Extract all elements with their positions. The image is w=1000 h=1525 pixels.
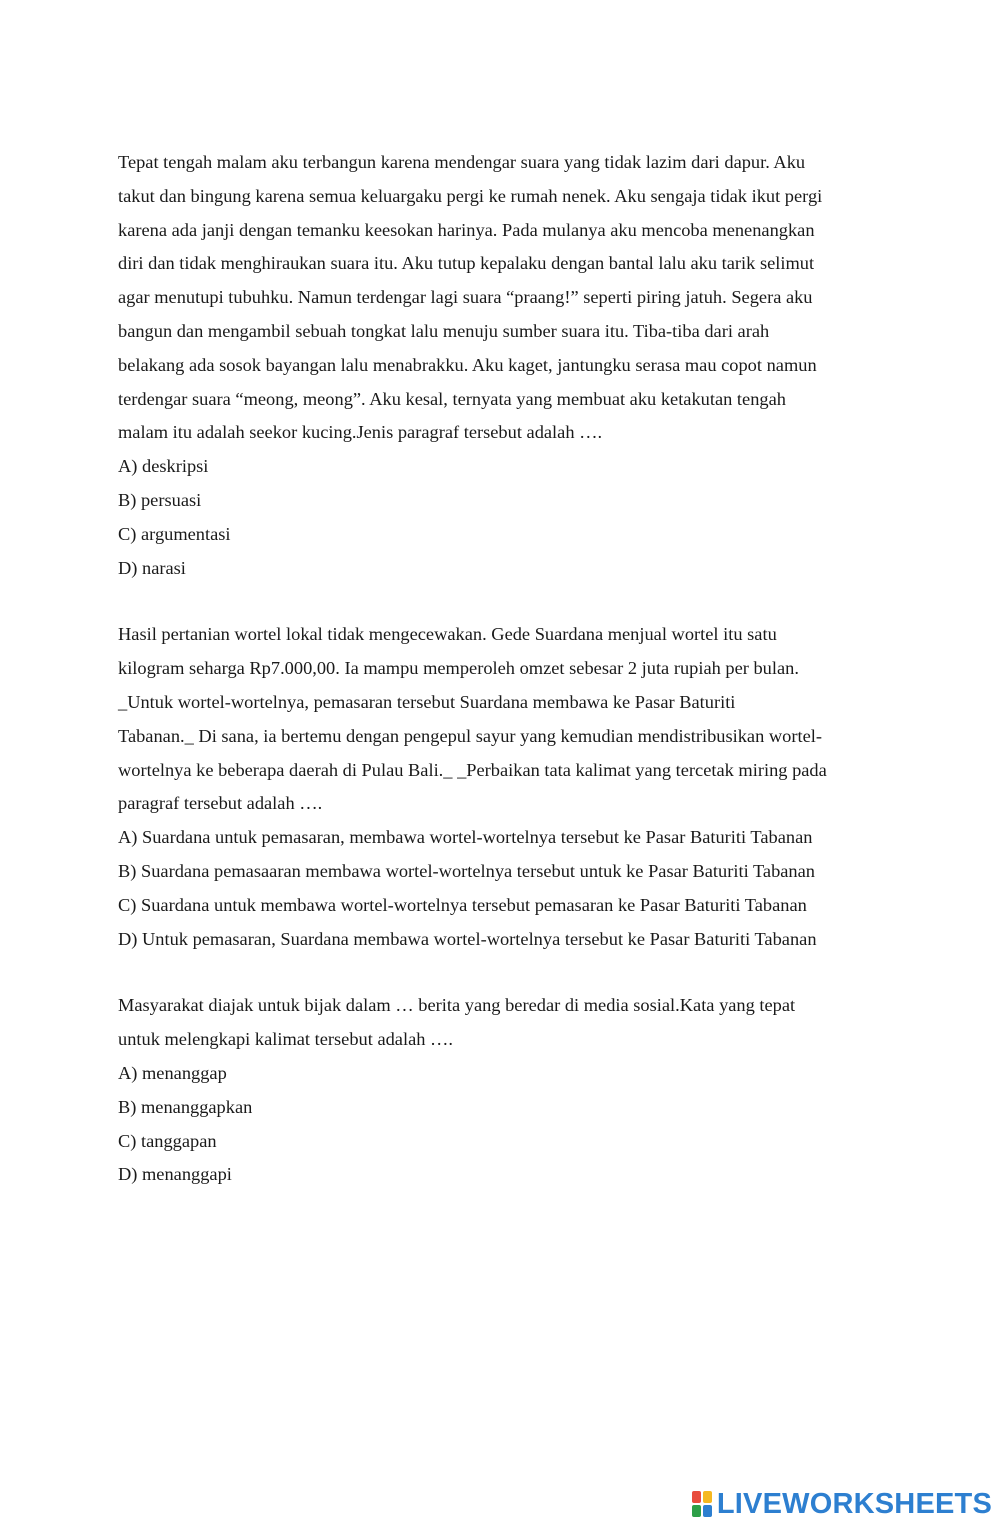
- liveworksheets-logo[interactable]: [692, 1487, 992, 1521]
- worksheet-page: [118, 146, 888, 1192]
- stem-line: agar menutupi tubuhku. Namun terdengar lagi suara “praang!” seperti piring jatuh. Segera aku: [118, 287, 813, 308]
- stem-line: wortelnya ke beberapa daerah di Pulau Bali._ _Perbaikan tata kalimat yang tercetak miring pada: [118, 759, 827, 780]
- question-3-option-c[interactable]: C) tanggapan: [118, 1130, 217, 1151]
- question-3-option-b[interactable]: B) menanggapkan: [118, 1096, 253, 1117]
- question-1: [118, 146, 888, 585]
- question-3-option-a[interactable]: A) menanggap: [118, 1062, 227, 1083]
- question-2-option-c[interactable]: C) Suardana untuk membawa wortel-wortelnya tersebut pemasaran ke Pasar Baturiti Tabanan: [118, 894, 807, 915]
- logo-mark-cell: [703, 1491, 712, 1503]
- question-2: [118, 618, 888, 956]
- stem-line: takut dan bingung karena semua keluargaku pergi ke rumah nenek. Aku sengaja tidak ikut pergi: [118, 185, 823, 206]
- stem-line: Masyarakat diajak untuk bijak dalam … berita yang beredar di media sosial.Kata yang tepat: [118, 995, 796, 1016]
- question-1-option-d[interactable]: D) narasi: [118, 557, 186, 578]
- question-2-option-d[interactable]: D) Untuk pemasaran, Suardana membawa wortel-wortelnya tersebut ke Pasar Baturiti Tabanan: [118, 928, 817, 949]
- logo-mark-cell: [703, 1505, 712, 1517]
- question-1-stem: [118, 146, 888, 450]
- stem-line: Tabanan._ Di sana, ia bertemu dengan pengepul sayur yang kemudian mendistribusikan wortel-: [118, 725, 822, 746]
- question-2-stem: [118, 618, 888, 821]
- stem-line: terdengar suara “meong, meong”. Aku kesal, ternyata yang membuat aku ketakutan tengah: [118, 388, 786, 409]
- question-3-option-d[interactable]: D) menanggapi: [118, 1164, 232, 1185]
- stem-line: paragraf tersebut adalah ….: [118, 793, 323, 814]
- stem-line: kilogram seharga Rp7.000,00. Ia mampu memperoleh omzet sebesar 2 juta rupiah per bulan.: [118, 658, 799, 679]
- stem-line: Hasil pertanian wortel lokal tidak mengecewakan. Gede Suardana menjual wortel itu satu: [118, 624, 777, 645]
- stem-line: karena ada janji dengan temanku keesokan harinya. Pada mulanya aku mencoba menenangkan: [118, 219, 815, 240]
- stem-line: diri dan tidak menghiraukan suara itu. Aku tutup kepalaku dengan bantal lalu aku tarik selimut: [118, 253, 815, 274]
- question-1-option-c[interactable]: C) argumentasi: [118, 523, 231, 544]
- logo-mark-icon: [692, 1491, 712, 1517]
- logo-mark-cell: [692, 1491, 701, 1503]
- question-2-option-b[interactable]: B) Suardana pemasaaran membawa wortel-wortelnya tersebut untuk ke Pasar Baturiti Tabanan: [118, 860, 815, 881]
- stem-line: Tepat tengah malam aku terbangun karena mendengar suara yang tidak lazim dari dapur. Aku: [118, 152, 806, 172]
- stem-line: _Untuk wortel-wortelnya, pemasaran tersebut Suardana membawa ke Pasar Baturiti: [118, 691, 736, 712]
- question-3: [118, 989, 888, 1192]
- stem-line: belakang ada sosok bayangan lalu menabrakku. Aku kaget, jantungku serasa mau copot namun: [118, 354, 817, 375]
- stem-line: malam itu adalah seekor kucing.Jenis paragraf tersebut adalah ….: [118, 422, 603, 443]
- question-1-option-b[interactable]: B) persuasi: [118, 489, 202, 510]
- logo-mark-cell: [692, 1505, 701, 1517]
- question-3-stem: [118, 989, 888, 1057]
- stem-line: bangun dan mengambil sebuah tongkat lalu menuju sumber suara itu. Tiba-tiba dari arah: [118, 320, 770, 341]
- stem-line: untuk melengkapi kalimat tersebut adalah ….: [118, 1029, 454, 1050]
- logo-text: LIVEWORKSHEETS: [716, 1488, 992, 1520]
- question-1-option-a[interactable]: A) deskripsi: [118, 456, 209, 477]
- question-2-option-a[interactable]: A) Suardana untuk pemasaran, membawa wortel-wortelnya tersebut ke Pasar Baturiti Tabanan: [118, 827, 813, 848]
